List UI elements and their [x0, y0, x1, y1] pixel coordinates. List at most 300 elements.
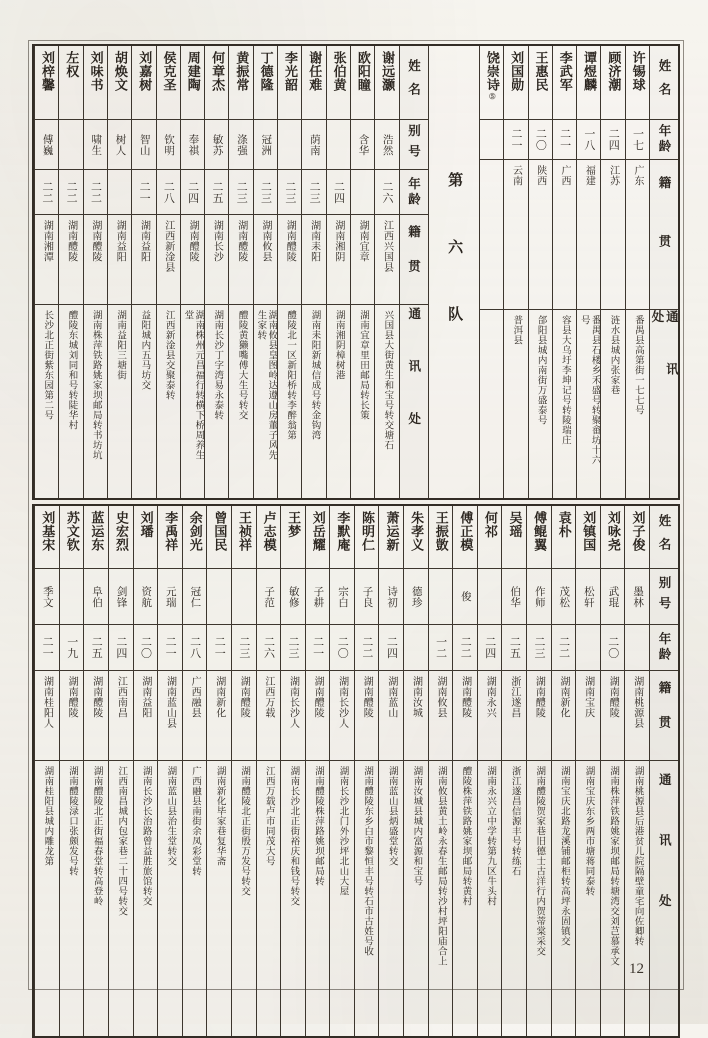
member-name-text: 刘基宋: [40, 511, 56, 552]
member-column: [182, 506, 207, 1036]
member-age-cell: [232, 624, 256, 670]
member-age-text: 二三: [259, 180, 272, 204]
member-name-text: 何祁: [482, 511, 498, 538]
member-name-cell: [59, 46, 82, 119]
member-origin-text: 湖南醴陵: [238, 676, 250, 718]
member-age-text: 二三: [287, 636, 300, 659]
member-origin-text: 湖南醴陵: [312, 676, 324, 718]
member-alias-text: 冠仁: [189, 585, 201, 608]
member-age-text: 二四: [607, 128, 620, 151]
member-contact-cell: [502, 760, 526, 1036]
header-cell-contact: [650, 309, 678, 498]
member-column: [428, 506, 453, 1036]
member-origin-cell: [35, 214, 58, 304]
member-origin-cell: [453, 670, 477, 760]
member-origin-cell: [229, 214, 252, 304]
member-contact-cell: [330, 760, 354, 1036]
member-age-text: 二八: [162, 180, 175, 204]
member-contact-text: 湖南益阳三塘街: [115, 310, 126, 380]
member-name-cell: [35, 506, 59, 568]
member-name-cell: [552, 506, 576, 568]
member-name-text: 卢志模: [261, 511, 277, 552]
member-origin-text: 湖南湘阴: [332, 220, 344, 262]
member-name-cell: [529, 46, 552, 119]
member-contact-text: 醴陵东城刘同和号转陡华村: [66, 310, 77, 430]
header-name-label: 姓名: [406, 59, 421, 106]
header-alias-label: 别号: [657, 576, 671, 617]
member-alias-cell: [109, 568, 133, 624]
member-contact-cell: [625, 760, 649, 1036]
member-contact-text: 江西新淦县交聚泰转: [163, 310, 174, 400]
member-age-cell: [626, 119, 649, 159]
member-name-text: 张伯黄: [331, 51, 347, 92]
member-column: [452, 506, 477, 1036]
member-name-text: 刘子俊: [630, 511, 646, 552]
member-origin-cell: [355, 670, 379, 760]
member-origin-text: 湖南益阳: [114, 220, 126, 262]
member-age-cell: [375, 169, 398, 214]
member-age-text: 二三: [237, 636, 250, 659]
member-column: [326, 46, 350, 498]
member-name-text: 余剑光: [187, 511, 203, 552]
member-origin-text: 湖南攸县: [435, 676, 447, 718]
member-age-cell: [35, 169, 58, 214]
member-alias-text: 子范: [263, 585, 275, 608]
header-age-label: 年龄: [406, 176, 421, 208]
member-column: [305, 506, 330, 1036]
member-alias-cell: [327, 119, 350, 169]
member-column: [107, 46, 131, 498]
member-alias-text: 涤强: [235, 133, 247, 156]
member-name-cell: [60, 506, 84, 568]
member-contact-cell: [181, 304, 204, 498]
header-cell-age: [400, 169, 428, 214]
member-age-text: 二四: [385, 636, 398, 659]
member-contact-text: 郃阳县城内南街万盛泰号: [535, 315, 546, 425]
member-column: [83, 46, 107, 498]
member-alias-text: 子良: [361, 585, 373, 608]
member-contact-text: 湖南蓝山县炳盛堂转交: [386, 766, 397, 866]
top-band: [32, 44, 680, 500]
member-name-text: 苏文钦: [64, 511, 80, 552]
member-origin-text: 湖南益阳: [138, 220, 150, 262]
member-contact-cell: [278, 304, 301, 498]
member-name-text: 谢任难: [307, 51, 323, 92]
member-alias-cell: [84, 119, 107, 169]
member-alias-text: 作师: [533, 585, 545, 608]
member-origin-text: 江西新淦县: [162, 220, 174, 273]
member-origin-cell: [478, 670, 502, 760]
member-column: [280, 506, 305, 1036]
member-origin-cell: [108, 214, 131, 304]
member-age-cell: [351, 169, 374, 214]
member-origin-text: 江西万载: [262, 676, 274, 718]
header-cell-alias: [400, 119, 428, 169]
member-origin-cell: [207, 670, 231, 760]
member-name-cell: [35, 46, 58, 119]
member-column: [576, 46, 600, 498]
member-alias-cell: [429, 568, 453, 624]
header-origin-label: 籍贯: [406, 225, 421, 294]
member-column: [253, 46, 277, 498]
member-origin-text: 广东: [631, 165, 643, 186]
member-name-text: 王祯祥: [236, 511, 252, 552]
member-name-cell: [278, 46, 301, 119]
member-name-text: 李武军: [557, 51, 573, 92]
member-contact-cell: [59, 304, 82, 498]
member-age-text: 二一: [41, 636, 54, 659]
member-contact-cell: [207, 760, 231, 1036]
member-name-cell: [626, 46, 649, 119]
member-alias-cell: [278, 119, 301, 169]
member-name-cell: [553, 46, 576, 119]
member-name-text: 刘国勋: [509, 51, 525, 92]
member-age-cell: [257, 624, 281, 670]
member-column: [58, 46, 82, 498]
member-alias-text: 元瑞: [164, 585, 176, 608]
member-age-text: 一七: [631, 128, 644, 151]
member-contact-cell: [529, 309, 552, 498]
member-name-cell: [478, 506, 502, 568]
member-name-cell: [404, 506, 428, 568]
member-origin-cell: [327, 214, 350, 304]
member-contact-text: 湖南湘阴樟树港: [333, 310, 344, 380]
member-age-text: 二六: [381, 180, 394, 204]
member-name-cell: [601, 46, 624, 119]
member-name-cell: [108, 46, 131, 119]
member-contact-cell: [60, 760, 84, 1036]
header-cell-name: [650, 46, 678, 119]
member-contact-cell: [157, 304, 180, 498]
member-origin-cell: [181, 214, 204, 304]
member-alias-cell: [281, 568, 305, 624]
header-cell-origin: [650, 670, 678, 760]
member-alias-text: 啸生: [90, 133, 102, 156]
member-contact-cell: [205, 304, 228, 498]
member-contact-text: 益阳城内五马坊交: [139, 310, 150, 390]
member-contact-cell: [504, 309, 527, 498]
member-contact-cell: [601, 309, 624, 498]
member-age-cell: [281, 624, 305, 670]
header-cell-age: [650, 119, 678, 159]
header-contact-label: 通讯处: [406, 306, 421, 465]
member-alias-cell: [132, 119, 155, 169]
member-origin-text: 湖南攸县: [259, 220, 271, 262]
member-alias-cell: [502, 568, 526, 624]
member-contact-text: 醴陵北一区新阳桥转李醉翁第: [285, 310, 296, 440]
member-contact-text: 湖南永兴立中学转第九区牛头村: [485, 766, 496, 906]
member-alias-cell: [453, 568, 477, 624]
member-origin-cell: [254, 214, 277, 304]
member-name-text: 王惠民: [533, 51, 549, 92]
member-name-text: 刘岳耀: [310, 511, 326, 552]
member-age-text: 一九: [65, 636, 78, 659]
member-contact-text: 湖南宝庆北路龙溪铺邮柜转高坪永固镇交: [558, 766, 569, 946]
member-alias-cell: [229, 119, 252, 169]
member-alias-cell: [183, 568, 207, 624]
member-origin-cell: [379, 670, 403, 760]
member-contact-text: 湖南醴陵株萍路姚坝邮局转: [312, 766, 323, 886]
member-contact-cell: [306, 760, 330, 1036]
member-origin-cell: [306, 670, 330, 760]
member-origin-cell: [134, 670, 158, 760]
member-name-text: 侯克圣: [161, 51, 177, 92]
member-alias-cell: [306, 568, 330, 624]
member-age-text: 二二: [65, 180, 78, 204]
member-origin-text: 江苏: [607, 165, 619, 186]
member-origin-cell: [183, 670, 207, 760]
member-alias-text: 墨林: [632, 585, 644, 608]
member-age-cell: [502, 624, 526, 670]
member-column: [600, 506, 625, 1036]
member-name-text: 左权: [64, 51, 80, 78]
member-origin-text: 湖南醴陵: [361, 676, 373, 718]
member-column: [625, 46, 649, 498]
member-age-text: 二六: [262, 636, 275, 659]
member-age-text: 二五: [508, 636, 521, 659]
member-age-text: 二二: [459, 636, 472, 659]
member-contact-cell: [158, 760, 182, 1036]
member-origin-cell: [205, 214, 228, 304]
member-contact-text: 湖南醴陵贺家巷旧德士古洋行内贺蒂棠采交: [534, 766, 545, 956]
member-age-cell: [327, 169, 350, 214]
member-origin-text: 江西南昌: [115, 676, 127, 718]
member-alias-cell: [108, 119, 131, 169]
member-name-cell: [132, 46, 155, 119]
member-name-text: 刘味书: [88, 51, 104, 92]
header-cell-alias: [650, 568, 678, 624]
member-name-cell: [229, 46, 252, 119]
header-cell-name: [400, 46, 428, 119]
member-age-text: 二一: [213, 636, 226, 659]
member-origin-cell: [281, 670, 305, 760]
member-alias-text: 含华: [357, 133, 369, 156]
member-name-text: 吴瑶: [507, 511, 523, 538]
member-name-cell: [302, 46, 325, 119]
header-cell-contact: [400, 304, 428, 498]
member-column: [34, 506, 59, 1036]
member-contact-text: 长沙北正街紫东园第二号: [42, 310, 53, 420]
member-age-cell: [355, 624, 379, 670]
bottom-band: [32, 504, 680, 1038]
member-origin-cell: [302, 214, 325, 304]
member-name-cell: [351, 46, 374, 119]
member-name-cell: [281, 506, 305, 568]
member-contact-cell: [626, 309, 649, 498]
member-column: [501, 506, 526, 1036]
member-alias-text: 钦明: [163, 133, 175, 156]
member-contact-cell: [327, 304, 350, 498]
header-column-right: [649, 46, 678, 498]
member-name-text: 刘咏尧: [605, 511, 621, 552]
member-column: [256, 506, 281, 1036]
member-name-cell: [84, 506, 108, 568]
member-name-cell: [207, 506, 231, 568]
member-name-cell: [109, 506, 133, 568]
member-origin-text: 湖南醴陵: [284, 220, 296, 262]
member-alias-cell: [254, 119, 277, 169]
member-age-cell: [480, 119, 503, 159]
member-age-cell: [330, 624, 354, 670]
member-age-cell: [84, 169, 107, 214]
member-alias-cell: [375, 119, 398, 169]
member-column: [350, 46, 374, 498]
member-alias-text: 敏苏: [211, 133, 223, 156]
member-contact-cell: [108, 304, 131, 498]
member-contact-cell: [351, 304, 374, 498]
member-alias-text: 浩然: [381, 133, 393, 156]
member-age-text: 二一: [510, 128, 523, 151]
member-column: [552, 46, 576, 498]
member-origin-text: 湖南汝城: [410, 676, 422, 718]
member-name-text: 刘璠: [138, 511, 154, 538]
member-age-cell: [132, 169, 155, 214]
member-origin-cell: [375, 214, 398, 304]
member-origin-text: 湖南醴陵: [89, 220, 101, 262]
header-origin-label: 籍贯: [657, 176, 671, 293]
header-cell-age: [650, 624, 678, 670]
member-age-cell: [205, 169, 228, 214]
member-age-cell: [60, 624, 84, 670]
member-contact-cell: [84, 760, 108, 1036]
member-alias-cell: [35, 568, 59, 624]
member-origin-text: 湖南宜章: [357, 220, 369, 262]
member-age-text: 二二: [40, 180, 53, 204]
member-age-text: 二二: [89, 180, 102, 204]
member-alias-cell: [157, 119, 180, 169]
member-contact-cell: [379, 760, 403, 1036]
member-age-cell: [601, 119, 624, 159]
member-contact-text: 兴国县大街黄生和宝号转交塘石: [382, 310, 393, 450]
member-name-text: 周建陶: [185, 51, 201, 92]
header-contact-label: 通讯处: [650, 310, 678, 415]
member-age-text: 二〇: [139, 636, 152, 659]
member-origin-cell: [577, 159, 600, 309]
member-origin-cell: [553, 159, 576, 309]
member-age-cell: [108, 169, 131, 214]
member-alias-cell: [158, 568, 182, 624]
member-origin-text: 湖南长沙人: [336, 676, 348, 729]
member-contact-text: 湖南长沙北门外沙坪北山大屋: [337, 766, 348, 896]
member-contact-text: 普洱县: [511, 315, 522, 345]
member-name-cell: [355, 506, 379, 568]
member-contact-cell: [35, 304, 58, 498]
member-origin-text: 湖南宝庆: [582, 676, 594, 718]
member-alias-text: 智山: [138, 133, 150, 156]
member-contact-text: 湖南长沙长治路曾益胜旅馆转交: [140, 766, 151, 906]
member-column: [83, 506, 108, 1036]
member-alias-text: 伯华: [509, 585, 521, 608]
member-contact-text: 湖南醴陵北正街福春堂转高登岭: [91, 766, 102, 906]
member-contact-text: 番禺县石楼乡禾盛号转聚畲坊十六号: [578, 315, 600, 465]
member-name-cell: [183, 506, 207, 568]
member-origin-cell: [351, 214, 374, 304]
member-origin-cell: [60, 670, 84, 760]
member-alias-cell: [207, 568, 231, 624]
member-age-text: 一八: [582, 128, 595, 151]
header-age-label: 年龄: [657, 124, 671, 155]
member-alias-text: 敏修: [287, 585, 299, 608]
member-contact-cell: [183, 760, 207, 1036]
member-origin-cell: [576, 670, 600, 760]
member-age-text: 二〇: [534, 128, 547, 151]
member-alias-cell: [257, 568, 281, 624]
member-alias-cell: [379, 568, 403, 624]
member-contact-cell: [527, 760, 551, 1036]
member-alias-text: 树人: [114, 133, 126, 156]
member-name-text: 谭煜麟: [582, 51, 598, 92]
member-origin-cell: [59, 214, 82, 304]
member-origin-cell: [109, 670, 133, 760]
member-name-text: 史宏烈: [114, 511, 129, 552]
member-column: [403, 506, 428, 1036]
member-origin-cell: [601, 670, 625, 760]
member-age-text: 二四: [114, 636, 127, 659]
member-contact-cell: [429, 760, 453, 1036]
member-contact-cell: [355, 760, 379, 1036]
member-column: [624, 506, 649, 1036]
member-column: [228, 46, 252, 498]
member-contact-text: 湖南耒阳新城信成号转金钩湾: [309, 310, 320, 440]
member-contact-text: 湖南宜章里田邮局转长策: [358, 310, 369, 420]
member-origin-text: 云南: [510, 165, 522, 186]
member-age-text: 二一: [558, 128, 571, 151]
member-contact-cell: [601, 760, 625, 1036]
member-name-text: 曾国民: [212, 511, 228, 552]
member-name-text: 许锡球: [630, 51, 646, 92]
member-contact-cell: [232, 760, 256, 1036]
member-contact-cell: [480, 309, 503, 498]
member-age-cell: [158, 624, 182, 670]
member-contact-text: 湖南醴陵渌口张颇发号转: [67, 766, 77, 876]
member-age-cell: [157, 169, 180, 214]
member-alias-cell: [478, 568, 502, 624]
member-column: [231, 506, 256, 1036]
member-column: [551, 506, 576, 1036]
member-origin-text: 陕西: [534, 165, 546, 186]
member-origin-text: 湖南耒阳: [308, 220, 320, 262]
member-contact-cell: [576, 760, 600, 1036]
member-contact-text: 湖南桂阳县城内雕龙第: [42, 766, 53, 866]
member-name-cell: [205, 46, 228, 119]
member-alias-text: 子耕: [312, 585, 324, 608]
member-age-cell: [183, 624, 207, 670]
member-name-cell: [625, 506, 649, 568]
member-alias-text: 俊: [459, 591, 471, 602]
member-age-text: 一二: [434, 636, 447, 659]
member-contact-cell: [453, 760, 477, 1036]
member-name-text: 傅鲲翼: [532, 511, 548, 552]
member-name-cell: [577, 46, 600, 119]
member-column: [157, 506, 182, 1036]
member-column: [131, 46, 155, 498]
member-age-text: 二四: [332, 180, 345, 204]
member-age-cell: [429, 624, 453, 670]
member-name-cell: [306, 506, 330, 568]
member-origin-text: 湖南长沙人: [287, 676, 299, 729]
member-age-text: 二八: [188, 636, 201, 659]
member-alias-text: 松轩: [582, 585, 594, 608]
member-column: [329, 506, 354, 1036]
member-column: [34, 46, 58, 498]
member-age-cell: [527, 624, 551, 670]
member-name-cell: [157, 46, 180, 119]
member-alias-text: 剑锋: [115, 585, 127, 608]
member-alias-text: 武琨: [607, 585, 619, 608]
member-origin-cell: [626, 159, 649, 309]
member-name-cell: [330, 506, 354, 568]
member-age-cell: [379, 624, 403, 670]
